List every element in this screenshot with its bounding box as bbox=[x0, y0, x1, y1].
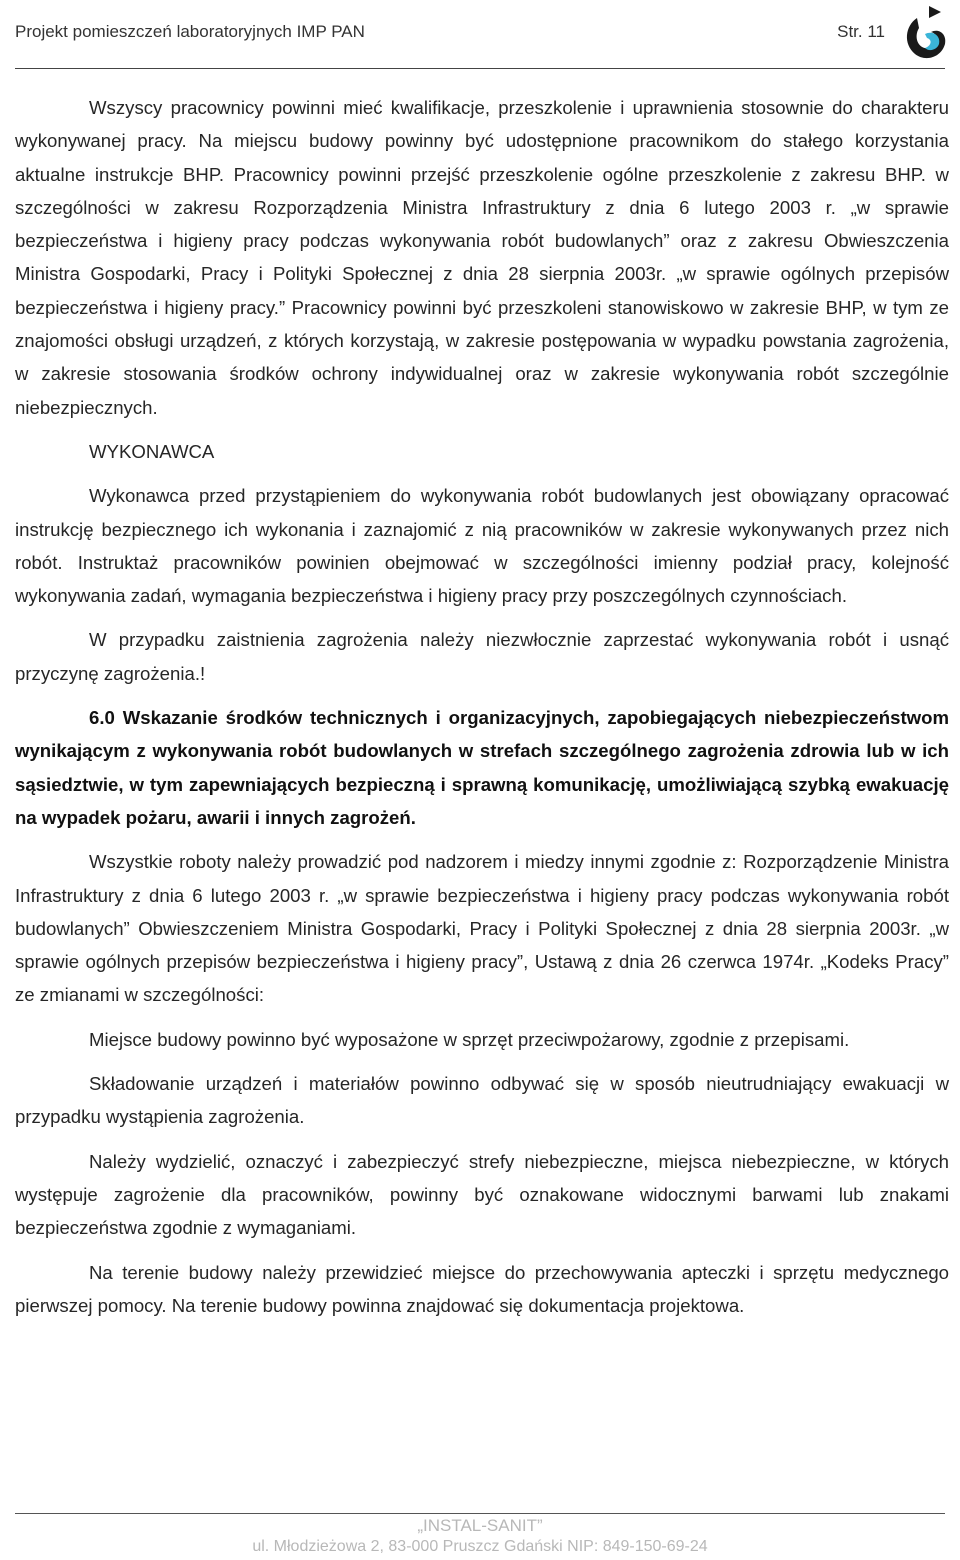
paragraph-storage: Składowanie urządzeń i materiałów powinno odbywać się w sposób nieutrudniający ewakuacji w przypadku wystąpienia zagrożenia. bbox=[15, 1073, 949, 1128]
paragraph-qualifications: Wszyscy pracownicy powinni mieć kwalifikacje, przeszkolenie i uprawnienia stosownie do charakteru wykonywanej pracy. Na miejscu budowy powinny być udostępnione pracownikom do stałego korzystania aktualne instrukcje BHP. Pracownicy powinni przejść przeszkolenie ogólne przeszkolenie z zakresu BHP. w szczególności w zakresu Rozporządzenia Ministra Infrastruktury z dnia 6 lutego 2003 r. „w sprawie bezpieczeństwa i higieny pracy podczas wykonywania robót budowlanych” oraz z zakresu Obwieszczenia Ministra Gospodarki, Pracy i Polityki Społecznej z dnia 28 sierpnia 2003r. „w sprawie ogólnych przepisów bezpieczeństwa i higieny pracy.” Pracownicy powinni być przeszkoleni stanowiskowo w zakresie BHP, w tym ze znajomości obsługi urządzeń, z których korzystają, w zakresie postępowania w wypadku powstania zagrożenia, w zakresie stosowania środków ochrony indywidualnej oraz w zakresie wykonywania robót szczególnie niebezpiecznych. bbox=[15, 97, 949, 418]
section-heading-6: 6.0 Wskazanie środków technicznych i organizacyjnych, zapobiegających niebezpieczeństwom wynikającym z wykonywania robót budowlanych w strefach szczególnego zagrożenia zdrowia lub w ich sąsiedztwie, w tym zapewniających bezpieczną i sprawną komunikację, umożliwiającą szybką ewakuację na wypadek pożaru, awarii i innych zagrożeń. bbox=[15, 707, 949, 828]
paragraph-danger-zones: Należy wydzielić, oznaczyć i zabezpieczyć strefy niebezpieczne, miejsca niebezpieczne, w których występuje zagrożenie dla pracowników, powinny być oznakowane widocznymi barwami lub znakami bezpieczeństwa zgodnie z wymaganiami. bbox=[15, 1150, 949, 1239]
page-footer bbox=[15, 1513, 945, 1556]
paragraph-contractor: Wykonawca przed przystąpieniem do wykonywania robót budowlanych jest obowiązany opracować instrukcję bezpiecznego ich wykonania i zaznajomić z nią pracowników w zakresie wykonywanych przez nich robót. Instruktaż pracowników powinien obejmować w szczególności imienny podział pracy, kolejność wykonywania zadań, wymagania bezpieczeństwa i higieny pracy przy poszczególnych czynnościach. bbox=[15, 485, 949, 607]
paragraph-regulations: Wszystkie roboty należy prowadzić pod nadzorem i miedzy innymi zgodnie z: Rozporządzenie Ministra Infrastruktury z dnia 6 lutego 2003 r. „w sprawie bezpieczeństwa i higieny pracy podczas wykonywania robót budowlanych” Obwieszczeniem Ministra Gospodarki, Pracy i Polityki Społecznej z dnia 28 sierpnia 2003r. „w sprawie ogólnych przepisów bezpieczeństwa i higieny pracy”, Ustawą z dnia 26 czerwca 1974r. „Kodeks Pracy” ze zmianami w szczególności: bbox=[15, 851, 949, 1006]
company-logo-icon bbox=[899, 4, 949, 64]
page-header bbox=[15, 0, 945, 69]
footer-company: „INSTAL-SANIT” bbox=[417, 1516, 543, 1535]
paragraph-fire-equipment: Miejsce budowy powinno być wyposażone w sprzęt przeciwpożarowy, zgodnie z przepisami. bbox=[89, 1028, 850, 1050]
footer-address: ul. Młodzieżowa 2, 83-000 Pruszcz Gdański NIP: 849-150-69-24 bbox=[252, 1538, 708, 1555]
document-body bbox=[15, 91, 949, 1333]
document-title: Projekt pomieszczeń laboratoryjnych IMP PAN bbox=[15, 22, 365, 41]
paragraph-hazard: W przypadku zaistnienia zagrożenia należy niezwłocznie zaprzestać wykonywania robót i usnąć przyczynę zagrożenia.! bbox=[15, 629, 949, 684]
page-number: Str. 11 bbox=[837, 22, 885, 41]
paragraph-first-aid: Na terenie budowy należy przewidzieć miejsce do przechowywania apteczki i sprzętu medycznego pierwszej pomocy. Na terenie budowy powinna znajdować się dokumentacja projektowa. bbox=[15, 1261, 949, 1316]
heading-wykonawca: WYKONAWCA bbox=[89, 440, 215, 462]
